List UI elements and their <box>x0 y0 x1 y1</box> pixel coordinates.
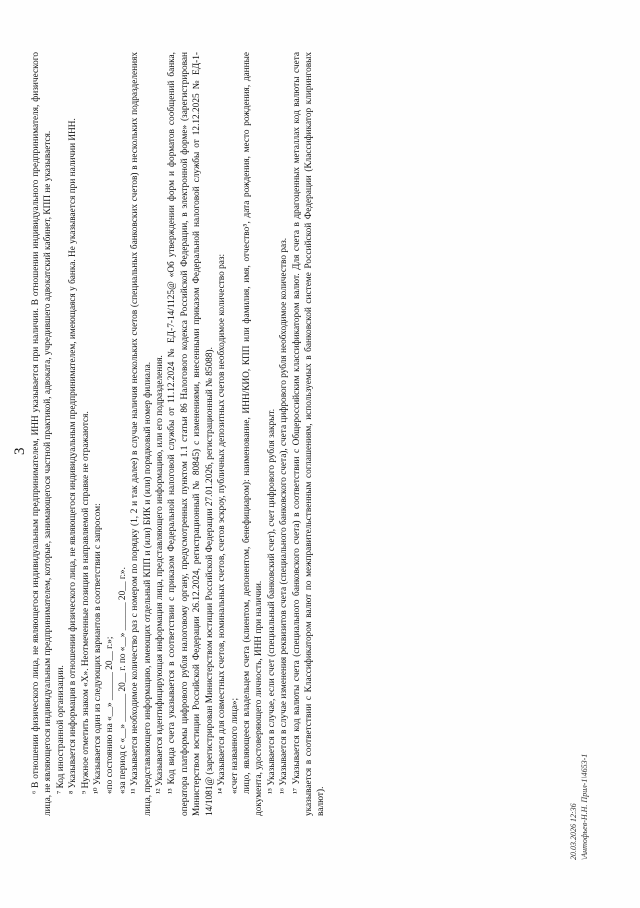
footnotes-body <box>30 52 328 816</box>
footnote-10-option-a: «по состоянию на «__» ______ 20__ г.»; <box>105 636 116 794</box>
footnote-14-option-b: лицо, являющееся владельцем счета (клиентом, депонентом, бенефициаром): наименование, ИНН/КИО, КПП или фамилия, имя, отчество⁵, дата рождения, место рождения, данные документа, удостоверяющего личность, ИНН при наличии. <box>241 52 265 816</box>
footnote-11: ¹¹ Указывается необходимое количество раз с номером по порядку (1, 2 и так далее) в случае наличия нескольких счетов (специальных банковских счетов) в нескольких подразделениях лица, представляющего информацию, имеющих отдельный КПП и (или) БИК и (или) порядковый номер филиала. <box>130 52 153 816</box>
footnote-9: ⁹ Нужное отметить знаком «X». Неотмеченные позиции в направляемой справке не отражаются. <box>80 411 91 794</box>
footnote-14-option-a: «счет названного лица»; <box>229 697 240 794</box>
footnote-17: ¹⁷ Указывается код валюты счета (специального банковского счета) в соответствии с Общероссийским классификатором валют. Для счета в драгоценных металлах код валюты счета указывается в соответствии с Классификатором валют по межправительственным соглашениям, используемых в банковской системе Российской Федерации (Классификатор клиринговых валют). <box>291 52 327 816</box>
footnote-7: ⁷ Код иностранной организации. <box>55 665 66 794</box>
footnote-14: ¹⁴ Указывается для совместных счетов, номинальных счетов, счетов эскроу, публичных депозитных счетов необходимое количество раз: <box>217 253 228 794</box>
print-footer <box>568 754 590 860</box>
footnote-15: ¹⁵ Указывается в случае, если счет (специальный банковский счет), счет цифрового рубля закрыт. <box>266 408 277 794</box>
footer-doc-ref: \Антофьев-Н.Н. Прил-1\4653-1 <box>580 753 589 860</box>
footnote-6: ⁶ В отношении физического лица, не являющегося индивидуальным предпринимателем, ИНН указывается при наличии. В отношении индивидуального предпринимателя, физического лица, не являющегося индивидуальным предпринимателем, которые, занимающегося частной практикой, адвоката, учредившего адвокатский кабинет, КПП не указывается. <box>31 52 54 816</box>
footer-timestamp: 20.03.2026 12:36 <box>569 803 578 860</box>
footnote-16: ¹⁶ Указывается в случае изменения реквизитов счета (специального банковского счета), счета цифрового рубля необходимое количество раз. <box>279 237 290 794</box>
footnote-12: ¹² Указывается идентифицирующая информация лица, представляющего информацию, или его подразделения. <box>155 355 166 794</box>
footnote-10: ¹⁰ Указывается один из следующих вариантов в соответствии с запросом: <box>93 503 104 794</box>
page-number: 3 <box>12 447 28 455</box>
footnote-10-option-b: «за период с «__» ______ 20__ г. по «__» ______ 20__ г.». <box>117 567 128 794</box>
footnote-13: ¹³ Код вида счета указывается в соответствии с приказом Федеральной налоговой службы от 11.12.2024 № ЕД-7-14/1125@ «Об утверждении форм и форматов сообщений банка, оператора платформы цифрового рубля налоговому органу, предусмотренных пунктом 1.1 статьи 86 Налогового кодекса Российской Федерации, в электронной форме» (зарегистрирован Министерством юстиции Российской Федерации 26.12.2024, регистрационный № 80845) с изменениями, внесенными приказом Федеральной налоговой службы от 12.12.2025 № ЕД-1-14/1081@ (зарегистрирован Министерством юстиции Российской Федерации 27.01.2026, регистрационный № 85088). <box>167 52 215 816</box>
footnote-8: ⁸ Указывается информация в отношении физического лица, не являющегося индивидуальным предпринимателем, имеющаяся у банка. Не указывается при наличии ИНН. <box>68 118 79 794</box>
rotated-content <box>8 36 608 860</box>
